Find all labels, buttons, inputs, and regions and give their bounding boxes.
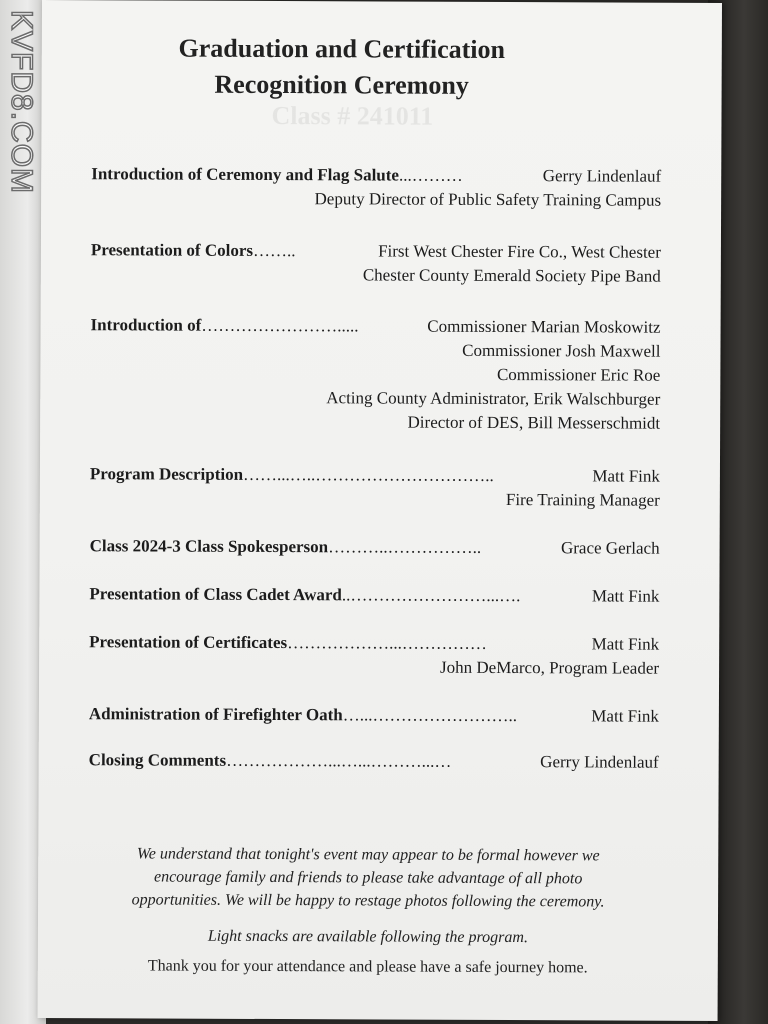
item-subtitle: Chester County Emerald Society Pipe Band — [362, 265, 661, 286]
item-subtitle: Commissioner Josh Maxwell — [462, 340, 661, 361]
leader-dots: …….. — [252, 240, 296, 261]
leader-dots: ………..…………….. — [328, 537, 482, 557]
program-item-cadet-award — [89, 582, 659, 608]
leader-dots: ..……………………...…. — [341, 585, 521, 606]
item-label: Presentation of Colors — [90, 240, 254, 260]
leader-dots: …...…………………….. — [342, 705, 518, 726]
item-subtitle: Commissioner Eric Roe — [496, 364, 661, 385]
item-presenter: First West Chester Fire Co., West Chester — [378, 241, 661, 262]
program-item-introduction — [90, 313, 661, 435]
item-label: Introduction of — [90, 315, 202, 335]
closing-note — [68, 842, 668, 914]
item-subtitle: John DeMarco, Program Leader — [440, 657, 660, 678]
program-item-flag-salute — [91, 162, 661, 212]
item-presenter: Matt Fink — [591, 706, 659, 726]
item-presenter: Matt Fink — [591, 586, 660, 606]
item-label: Presentation of Class Cadet Award — [89, 584, 342, 605]
bleed-through-text: Class # 241011 — [271, 101, 434, 131]
item-presenter: Gerry Lindenlauf — [540, 752, 659, 772]
item-presenter: Matt Fink — [591, 634, 660, 654]
thank-you-note: Thank you for your attendance and please have a safe journey home. — [147, 957, 588, 977]
leader-dots: ………………...…………… — [287, 633, 487, 653]
note-line-3: opportunities. We will be happy to restage photos following the ceremony. — [131, 891, 605, 911]
item-subtitle: Director of DES, Bill Messerschmidt — [407, 412, 661, 433]
note-line-1: We understand that tonight's event may appear to be formal however we — [136, 845, 600, 865]
leader-dots: ...……… — [398, 165, 463, 185]
item-label: Closing Comments — [88, 750, 227, 770]
snacks-note: Light snacks are available following the program. — [207, 927, 529, 947]
title-line-2: Recognition Ceremony — [214, 69, 469, 100]
title-line-1: Graduation and Certification — [178, 33, 506, 65]
item-subtitle: Deputy Director of Public Safety Training Campus — [314, 189, 662, 210]
item-presenter: Grace Gerlach — [560, 538, 660, 558]
page-title — [42, 30, 642, 105]
item-label: Program Description — [89, 464, 244, 484]
item-presenter: Matt Fink — [592, 466, 660, 486]
item-subtitle: Acting County Administrator, Erik Walschburger — [326, 388, 661, 409]
item-label: Administration of Firefighter Oath — [88, 704, 343, 725]
note-line-2: encourage family and friends to please take advantage of all photo — [153, 868, 583, 888]
program-item-description — [90, 462, 660, 512]
leader-dots: ……...…..………………………….. — [243, 464, 494, 485]
item-presenter: Commissioner Marian Moskowitz — [427, 316, 661, 337]
watermark: KVFD8.COM — [5, 10, 38, 195]
leader-dots: ……………………..... — [201, 315, 359, 336]
program-item-spokesperson — [90, 534, 660, 560]
program-item-closing — [89, 748, 659, 774]
program-item-certificates — [89, 630, 659, 680]
item-subtitle: Fire Training Manager — [505, 490, 660, 510]
item-label: Class 2024-3 Class Spokesperson — [89, 536, 329, 557]
item-label: Presentation of Certificates — [89, 632, 288, 653]
item-label: Introduction of Ceremony and Flag Salute — [91, 164, 400, 185]
item-presenter: Gerry Lindenlauf — [542, 166, 662, 186]
program-item-oath — [89, 702, 659, 728]
leader-dots: ………………...…...………...… — [226, 750, 452, 771]
program-page — [38, 0, 722, 1021]
program-item-colors — [91, 238, 661, 288]
